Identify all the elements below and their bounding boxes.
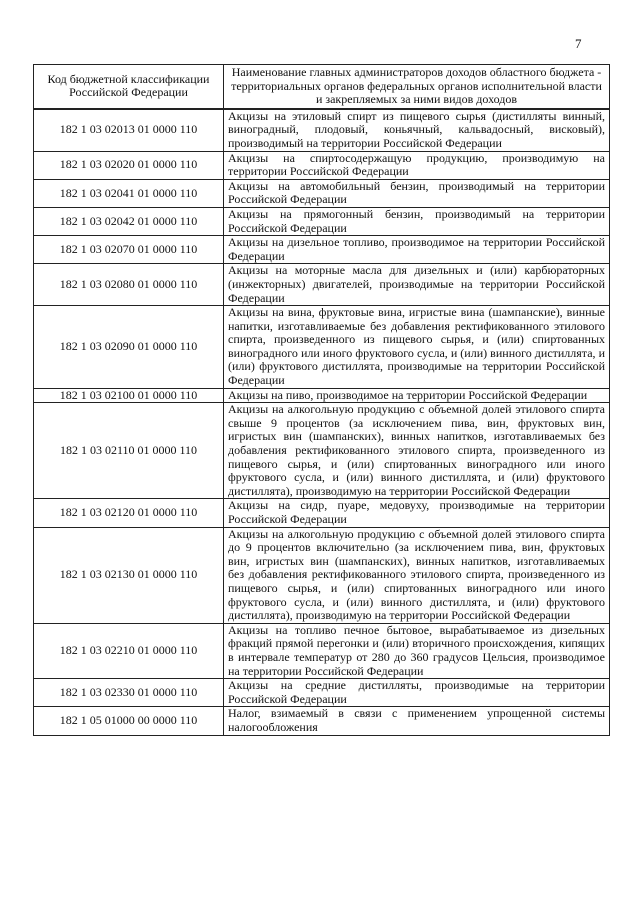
revenue-description: Налог, взимаемый в связи с применением упрощенной системы налогообложения (224, 707, 610, 735)
table-row (34, 707, 610, 735)
table-row (34, 306, 610, 389)
budget-code: 182 1 03 02110 01 0000 110 (34, 403, 224, 499)
budget-code: 182 1 03 02120 01 0000 110 (34, 499, 224, 527)
table-row (34, 403, 610, 499)
budget-codes-table (33, 64, 610, 736)
revenue-description: Акцизы на сидр, пуаре, медовуху, производимые на территории Российской Федерации (224, 499, 610, 527)
table-row (34, 109, 610, 151)
table-row (34, 623, 610, 678)
budget-code: 182 1 03 02070 01 0000 110 (34, 236, 224, 264)
table-row (34, 151, 610, 179)
table-row (34, 388, 610, 403)
table-row (34, 679, 610, 707)
budget-code: 182 1 03 02013 01 0000 110 (34, 109, 224, 151)
budget-code: 182 1 03 02042 01 0000 110 (34, 207, 224, 235)
revenue-description: Акцизы на моторные масла для дизельных и (или) карбюраторных (инжекторных) двигателей, производимые на территории Российской Федерации (224, 264, 610, 306)
revenue-description: Акцизы на пиво, производимое на территории Российской Федерации (224, 388, 610, 403)
table-row (34, 499, 610, 527)
header-code: Код бюджетной классификации Российской Федерации (34, 65, 224, 109)
table-header-row (34, 65, 610, 109)
page-number: 7 (575, 36, 582, 51)
revenue-description: Акцизы на прямогонный бензин, производимый на территории Российской Федерации (224, 207, 610, 235)
budget-code: 182 1 03 02020 01 0000 110 (34, 151, 224, 179)
table-body (34, 109, 610, 735)
revenue-description: Акцизы на дизельное топливо, производимое на территории Российской Федерации (224, 236, 610, 264)
revenue-description: Акцизы на алкогольную продукцию с объемной долей этилового спирта до 9 процентов включительно (за исключением пива, вин, фруктовых вин, игристых вин (шампанских), винных напитков, изготавливаемых без добавления ректификованного этилового спирта, произведенного из пищевого сырья, и (или) спиртованных виноградного или иного фруктового сусла, и (или) винного дистиллята, и (или) фруктового дистиллята), производимую на территории Российской Федерации (224, 527, 610, 623)
table-row (34, 179, 610, 207)
table-row (34, 264, 610, 306)
budget-code: 182 1 03 02090 01 0000 110 (34, 306, 224, 389)
budget-code: 182 1 03 02210 01 0000 110 (34, 623, 224, 678)
budget-code: 182 1 03 02041 01 0000 110 (34, 179, 224, 207)
budget-code: 182 1 03 02100 01 0000 110 (34, 388, 224, 403)
revenue-description: Акцизы на вина, фруктовые вина, игристые вина (шампанские), винные напитки, изготавливаемые без добавления ректификованного этилового спирта, произведенного из пищевого сырья, и (или) спиртованных виноградного или иного фруктового сусла, и (или) винного дистиллята, и (или) фруктового дистиллята, производимые на территории Российской Федерации (224, 306, 610, 389)
budget-code: 182 1 03 02130 01 0000 110 (34, 527, 224, 623)
revenue-description: Акцизы на топливо печное бытовое, вырабатываемое из дизельных фракций прямой перегонки и (или) вторичного происхождения, кипящих в интервале температур от 280 до 360 градусов Цельсия, производимое на территории Российской Федерации (224, 623, 610, 678)
table-row (34, 527, 610, 623)
revenue-description: Акцизы на этиловый спирт из пищевого сырья (дистилляты винный, виноградный, плодовый, коньячный, кальвадосный, висковый), производимый на территории Российской Федерации (224, 109, 610, 151)
revenue-description: Акцизы на спиртосодержащую продукцию, производимую на территории Российской Федерации (224, 151, 610, 179)
revenue-description: Акцизы на автомобильный бензин, производимый на территории Российской Федерации (224, 179, 610, 207)
revenue-description: Акцизы на алкогольную продукцию с объемной долей этилового спирта свыше 9 процентов (за исключением пива, вин, фруктовых вин, игристых вин (шампанских), винных напитков, изготавливаемых без добавления ректификованного этилового спирта, произведенного из пищевого сырья, и (или) спиртованных виноградного или иного фруктового сусла, и (или) винного дистиллята, и (или) фруктового дистиллята), производимую на территории Российской Федерации (224, 403, 610, 499)
budget-code: 182 1 05 01000 00 0000 110 (34, 707, 224, 735)
table-row (34, 236, 610, 264)
budget-code: 182 1 03 02080 01 0000 110 (34, 264, 224, 306)
revenue-description: Акцизы на средние дистилляты, производимые на территории Российской Федерации (224, 679, 610, 707)
table-row (34, 207, 610, 235)
header-name: Наименование главных администраторов доходов областного бюджета - территориальных органов федеральных органов исполнительной власти и закрепляемых за ними видов доходов (224, 65, 610, 109)
budget-code: 182 1 03 02330 01 0000 110 (34, 679, 224, 707)
